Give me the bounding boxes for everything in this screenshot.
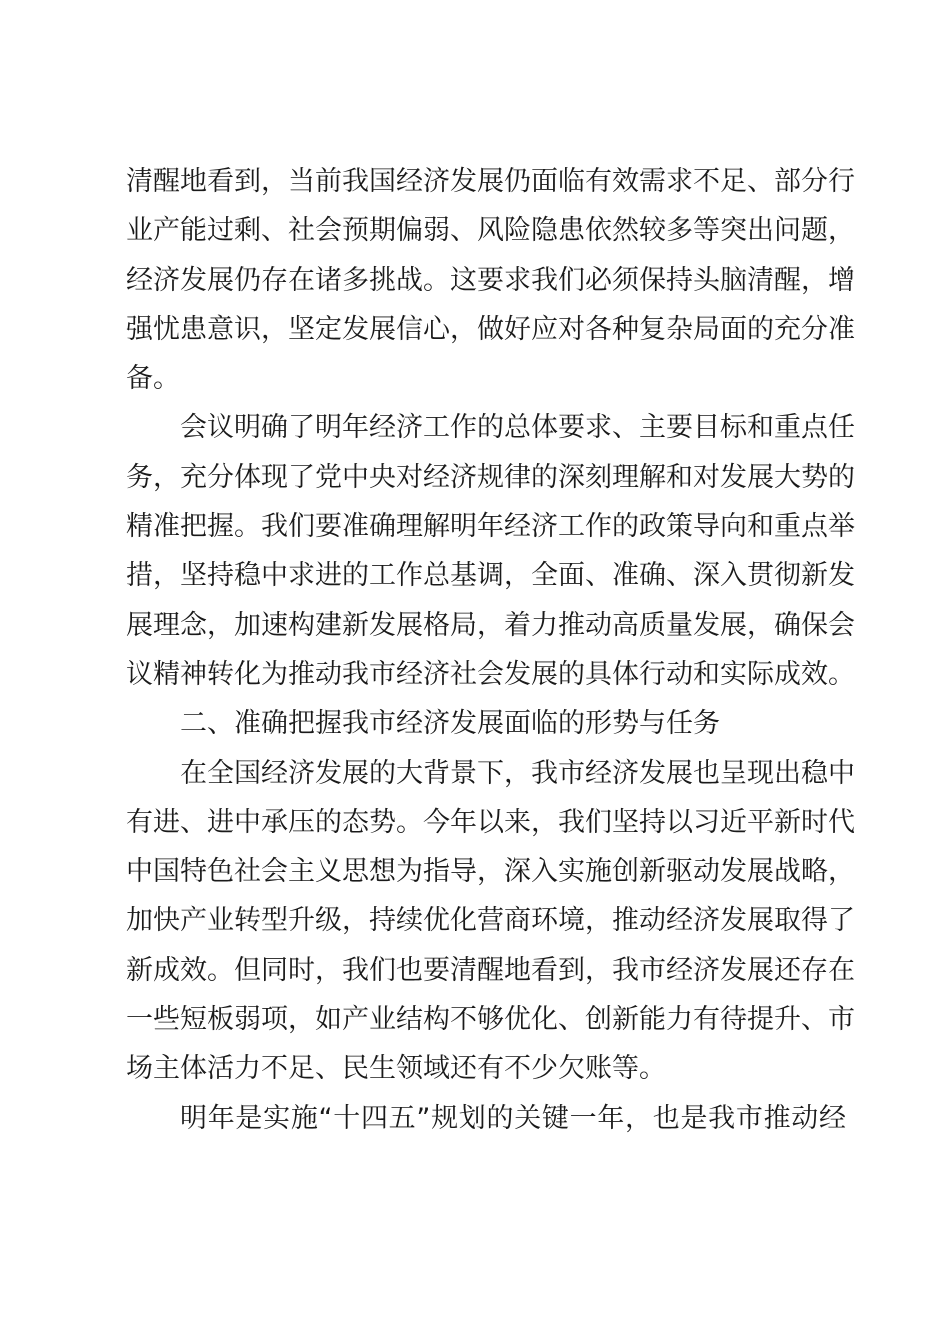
text-line: 务，充分体现了党中央对经济规律的深刻理解和对发展大势的: [126, 461, 855, 493]
text-line: 一些短板弱项，如产业结构不够优化、创新能力有待提升、市: [126, 1004, 855, 1036]
text-line: 强忧患意识，坚定发展信心，做好应对各种复杂局面的充分准: [126, 313, 855, 345]
text-line: 有进、进中承压的态势。今年以来，我们坚持以习近平新时代: [126, 806, 855, 838]
text-line: 在全国经济发展的大背景下，我市经济发展也呈现出稳中: [180, 757, 855, 789]
text-line: 场主体活力不足、民生领域还有不少欠账等。: [126, 1053, 666, 1085]
text-line: 清醒地看到，当前我国经济发展仍面临有效需求不足、部分行: [126, 166, 855, 197]
text-line: 中国特色社会主义思想为指导，深入实施创新驱动发展战略，: [126, 856, 855, 888]
paragraph-continuation: [126, 157, 855, 403]
text-line: 经济发展仍存在诸多挑战。这要求我们必须保持头脑清醒，增: [126, 264, 855, 296]
text-line: 备。: [126, 363, 180, 395]
paragraph: [126, 403, 855, 699]
section-heading: [126, 699, 846, 748]
text-line: 展理念，加速构建新发展格局，着力推动高质量发展，确保会: [126, 609, 855, 641]
paragraph: [126, 749, 855, 1094]
paragraph: [126, 1094, 846, 1143]
text-line: 措，坚持稳中求进的工作总基调，全面、准确、深入贯彻新发: [126, 560, 855, 592]
text-line: 议精神转化为推动我市经济社会发展的具体行动和实际成效。: [126, 658, 855, 690]
text-line: 明年是实施“十四五”规划的关键一年，也是我市推动经: [180, 1102, 846, 1134]
section-heading-text: 二、准确把握我市经济发展面临的形势与任务: [180, 708, 720, 740]
text-line: 精准把握。我们要准确理解明年经济工作的政策导向和重点举: [126, 511, 855, 543]
text-line: 业产能过剩、社会预期偏弱、风险隐患依然较多等突出问题，: [126, 215, 855, 247]
body-text: [126, 157, 855, 1143]
text-line: 加快产业转型升级，持续优化营商环境，推动经济发展取得了: [126, 905, 855, 937]
text-line: 新成效。但同时，我们也要清醒地看到，我市经济发展还存在: [126, 954, 855, 986]
text-line: 会议明确了明年经济工作的总体要求、主要目标和重点任: [180, 412, 855, 444]
